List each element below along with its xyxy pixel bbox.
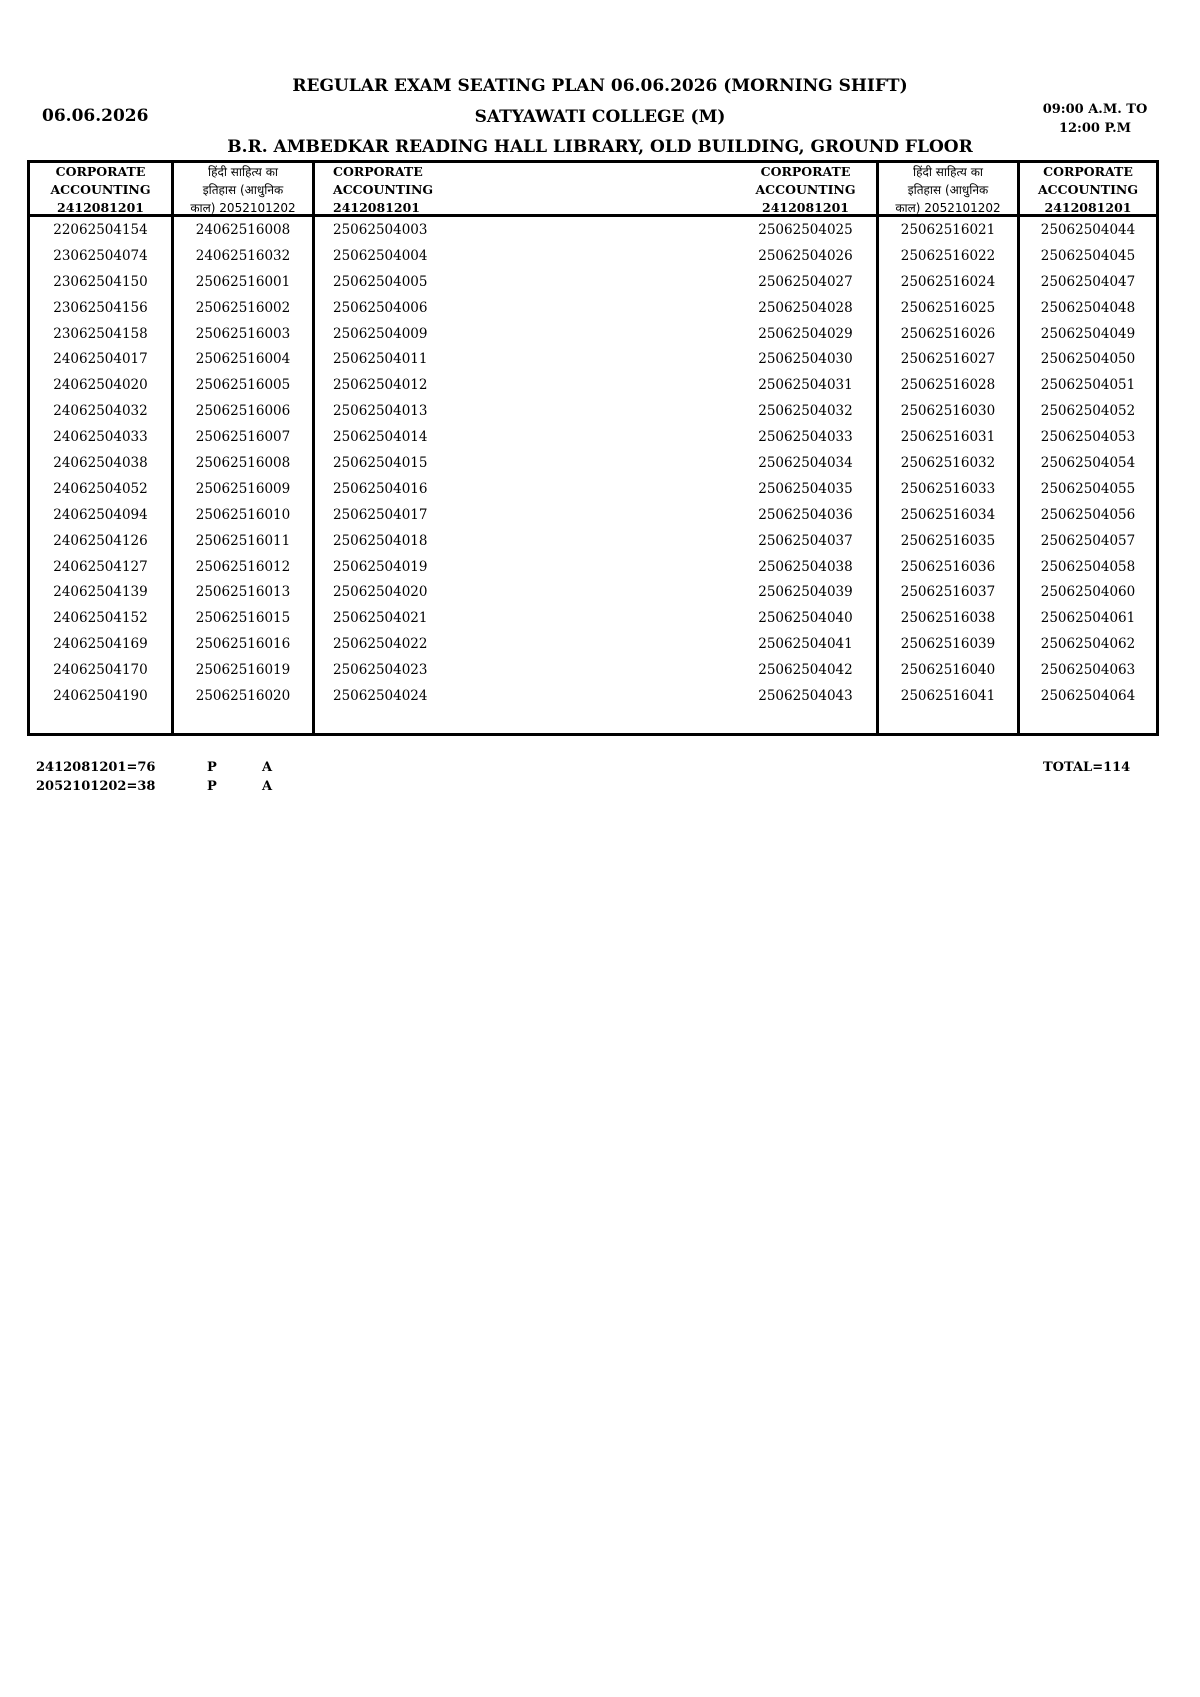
roll-number-cell: 24062504152 [53, 610, 148, 627]
seating-table [27, 160, 1159, 736]
roll-number-cell: 25062504028 [758, 299, 853, 316]
column-values [174, 218, 312, 710]
column-5 [876, 163, 1017, 733]
roll-number-cell: 25062516032 [900, 455, 996, 472]
summary-present-2: P [207, 779, 217, 794]
roll-number-cell: 25062504024 [333, 688, 428, 705]
column-1 [30, 163, 171, 733]
roll-number-cell: 25062516009 [195, 480, 291, 497]
roll-number-cell: 25062504026 [758, 247, 853, 264]
roll-number-cell: 25062504053 [1040, 429, 1136, 446]
page-title: REGULAR EXAM SEATING PLAN 06.06.2026 (MORNING SHIFT) [292, 76, 908, 96]
exam-time-start: 09:00 A.M. TO [1042, 102, 1148, 117]
roll-number-cell: 25062504043 [758, 688, 853, 705]
roll-number-cell: 25062516006 [195, 403, 291, 420]
roll-number-cell: 25062504025 [758, 222, 853, 238]
column-header [174, 163, 312, 217]
roll-number-cell: 25062516005 [195, 377, 291, 394]
roll-number-cell: 25062504035 [758, 480, 853, 497]
exam-time [1010, 100, 1180, 138]
column-header-line: 2412081201 [762, 200, 849, 215]
roll-number-cell: 25062504006 [333, 299, 428, 316]
roll-number-cell: 25062504018 [333, 532, 428, 549]
roll-number-cell: 25062504052 [1040, 403, 1136, 420]
roll-number-cell: 24062504017 [53, 351, 148, 368]
column-header-line: इतिहास (आधुनिक [202, 183, 284, 197]
roll-number-cell: 25062516033 [900, 480, 996, 497]
roll-number-cell: 25062504063 [1040, 662, 1136, 679]
roll-number-cell: 23062504150 [53, 273, 148, 290]
roll-number-cell: 25062516024 [900, 273, 996, 290]
roll-number-cell: 25062516020 [195, 688, 291, 705]
roll-number-cell: 25062516041 [900, 688, 996, 705]
roll-number-cell: 25062504042 [758, 662, 853, 679]
column-header-line: हिंदी साहित्य का [912, 165, 984, 179]
roll-number-cell: 25062504016 [333, 480, 428, 497]
column-header-line: इतिहास (आधुनिक [907, 183, 989, 197]
roll-number-cell: 22062504154 [53, 222, 148, 238]
roll-number-cell: 25062516015 [195, 610, 291, 627]
column-header-line: CORPORATE [55, 164, 146, 179]
column-header-line: ACCOUNTING [1037, 182, 1139, 197]
roll-number-cell: 25062504041 [758, 636, 853, 653]
roll-number-cell: 25062504009 [333, 325, 428, 342]
roll-number-cell: 25062516002 [195, 299, 291, 316]
roll-number-cell: 25062516026 [900, 325, 996, 342]
column-header-line: काल) 2052101202 [895, 201, 1001, 215]
roll-number-cell: 25062504060 [1040, 584, 1136, 601]
column-header-line: 2412081201 [1044, 200, 1132, 215]
column-4 [735, 163, 876, 733]
roll-number-cell: 25062504011 [333, 351, 428, 368]
roll-number-cell: 25062516039 [900, 636, 996, 653]
roll-number-cell: 25062504051 [1040, 377, 1136, 394]
roll-number-cell: 25062504050 [1040, 351, 1136, 368]
roll-number-cell: 25062504057 [1040, 532, 1136, 549]
roll-number-cell: 25062516022 [900, 247, 996, 264]
column-header-line: 2412081201 [57, 200, 144, 215]
roll-number-cell: 25062504039 [758, 584, 853, 601]
roll-number-cell: 25062504047 [1040, 273, 1136, 290]
roll-number-cell: 25062504054 [1040, 455, 1136, 472]
summary-absent-1: A [262, 760, 273, 775]
roll-number-cell: 25062504033 [758, 429, 853, 446]
roll-number-cell: 25062516019 [195, 662, 291, 679]
roll-number-cell: 25062516025 [900, 299, 996, 316]
roll-number-cell: 25062504032 [758, 403, 853, 420]
roll-number-cell: 25062504045 [1040, 247, 1136, 264]
roll-number-cell: 25062504055 [1040, 480, 1136, 497]
roll-number-cell: 25062504030 [758, 351, 853, 368]
column-6 [1017, 163, 1156, 733]
roll-number-cell: 25062516031 [900, 429, 996, 446]
roll-number-cell: 24062504126 [53, 532, 148, 549]
roll-number-cell: 25062504005 [333, 273, 428, 290]
roll-number-cell: 24062504170 [53, 662, 148, 679]
column-header [30, 163, 171, 217]
column-header [1020, 163, 1156, 217]
roll-number-cell: 24062504038 [53, 455, 148, 472]
roll-number-cell: 24062504139 [53, 584, 148, 601]
roll-number-cell: 25062516011 [195, 532, 291, 549]
column-header-line: काल) 2052101202 [190, 201, 296, 215]
roll-number-cell: 25062504049 [1040, 325, 1136, 342]
roll-number-cell: 25062504027 [758, 273, 853, 290]
column-header-line: ACCOUNTING [50, 182, 151, 197]
roll-number-cell: 25062504029 [758, 325, 853, 342]
roll-number-cell: 25062504034 [758, 455, 853, 472]
column-header-line: ACCOUNTING [333, 182, 434, 197]
roll-number-cell: 25062504014 [333, 429, 428, 446]
summary-code-1: 2412081201=76 [36, 760, 156, 775]
roll-number-cell: 25062504058 [1040, 558, 1136, 575]
roll-number-cell: 25062516036 [900, 558, 996, 575]
roll-number-cell: 25062504038 [758, 558, 853, 575]
roll-number-cell: 24062504052 [53, 480, 148, 497]
roll-number-cell: 24062504169 [53, 636, 148, 653]
roll-number-cell: 25062516007 [195, 429, 291, 446]
roll-number-cell: 25062516008 [195, 455, 291, 472]
roll-number-cell: 24062516032 [195, 247, 291, 264]
roll-number-cell: 24062504127 [53, 558, 148, 575]
roll-number-cell: 24062504190 [53, 688, 148, 705]
roll-number-cell: 25062504017 [333, 506, 428, 523]
summary-total: TOTAL=114 [1043, 760, 1131, 775]
roll-number-cell: 23062504156 [53, 299, 148, 316]
roll-number-cell: 25062504061 [1040, 610, 1136, 627]
column-values [735, 218, 876, 710]
roll-number-cell: 25062504023 [333, 662, 428, 679]
roll-number-cell: 24062504020 [53, 377, 148, 394]
venue-name: B.R. AMBEDKAR READING HALL LIBRARY, OLD BUILDING, GROUND FLOOR [227, 137, 973, 157]
roll-number-cell: 25062504004 [333, 247, 428, 264]
summary-absent-2: A [262, 779, 273, 794]
column-values [30, 218, 171, 710]
roll-number-cell: 25062504062 [1040, 636, 1136, 653]
roll-number-cell: 25062516003 [195, 325, 291, 342]
roll-number-cell: 25062504015 [333, 455, 428, 472]
roll-number-cell: 25062516016 [195, 636, 291, 653]
roll-number-cell: 25062516034 [900, 506, 996, 523]
roll-number-cell: 24062504094 [53, 506, 148, 523]
roll-number-cell: 24062504032 [53, 403, 148, 420]
roll-number-cell: 25062516001 [195, 273, 291, 290]
roll-number-cell: 25062504044 [1040, 222, 1136, 238]
column-header [735, 163, 876, 217]
roll-number-cell: 25062516010 [195, 506, 291, 523]
roll-number-cell: 25062504012 [333, 377, 428, 394]
column-header-line: CORPORATE [1043, 164, 1133, 179]
roll-number-cell: 25062516040 [900, 662, 996, 679]
roll-number-cell: 25062504064 [1040, 688, 1136, 705]
column-header-line: CORPORATE [760, 164, 851, 179]
roll-number-cell: 25062516035 [900, 532, 996, 549]
roll-number-cell: 23062504158 [53, 325, 148, 342]
roll-number-cell: 25062504021 [333, 610, 428, 627]
roll-number-cell: 25062504019 [333, 558, 428, 575]
roll-number-cell: 25062504048 [1040, 299, 1136, 316]
exam-time-end: 12:00 P.M [1058, 121, 1132, 136]
roll-number-cell: 25062516027 [900, 351, 996, 368]
roll-number-cell: 25062516021 [900, 222, 996, 238]
roll-number-cell: 23062504074 [53, 247, 148, 264]
column-header-line: ACCOUNTING [755, 182, 856, 197]
roll-number-cell: 25062504040 [758, 610, 853, 627]
column-header [879, 163, 1017, 217]
roll-number-cell: 24062516008 [195, 222, 291, 238]
column-header-line: हिंदी साहित्य का [207, 165, 279, 179]
roll-number-cell: 25062504020 [333, 584, 428, 601]
column-values [879, 218, 1017, 710]
roll-number-cell: 25062504036 [758, 506, 853, 523]
roll-number-cell: 25062504013 [333, 403, 428, 420]
roll-number-cell: 25062504031 [758, 377, 853, 394]
roll-number-cell: 24062504033 [53, 429, 148, 446]
roll-number-cell: 25062516012 [195, 558, 291, 575]
exam-date: 06.06.2026 [42, 106, 149, 126]
column-2 [171, 163, 312, 733]
roll-number-cell: 25062516037 [900, 584, 996, 601]
column-header-line: CORPORATE [333, 164, 423, 179]
column-values [1020, 218, 1156, 710]
roll-number-cell: 25062504056 [1040, 506, 1136, 523]
roll-number-cell: 25062504022 [333, 636, 428, 653]
roll-number-cell: 25062516038 [900, 610, 996, 627]
summary-code-2: 2052101202=38 [36, 779, 156, 794]
roll-number-cell: 25062516004 [195, 351, 291, 368]
column-header-line: 2412081201 [333, 200, 420, 215]
summary-present-1: P [207, 760, 217, 775]
college-name: SATYAWATI COLLEGE (M) [474, 107, 726, 127]
roll-number-cell: 25062504037 [758, 532, 853, 549]
roll-number-cell: 25062504003 [333, 222, 428, 238]
roll-number-cell: 25062516028 [900, 377, 996, 394]
roll-number-cell: 25062516030 [900, 403, 996, 420]
roll-number-cell: 25062516013 [195, 584, 291, 601]
